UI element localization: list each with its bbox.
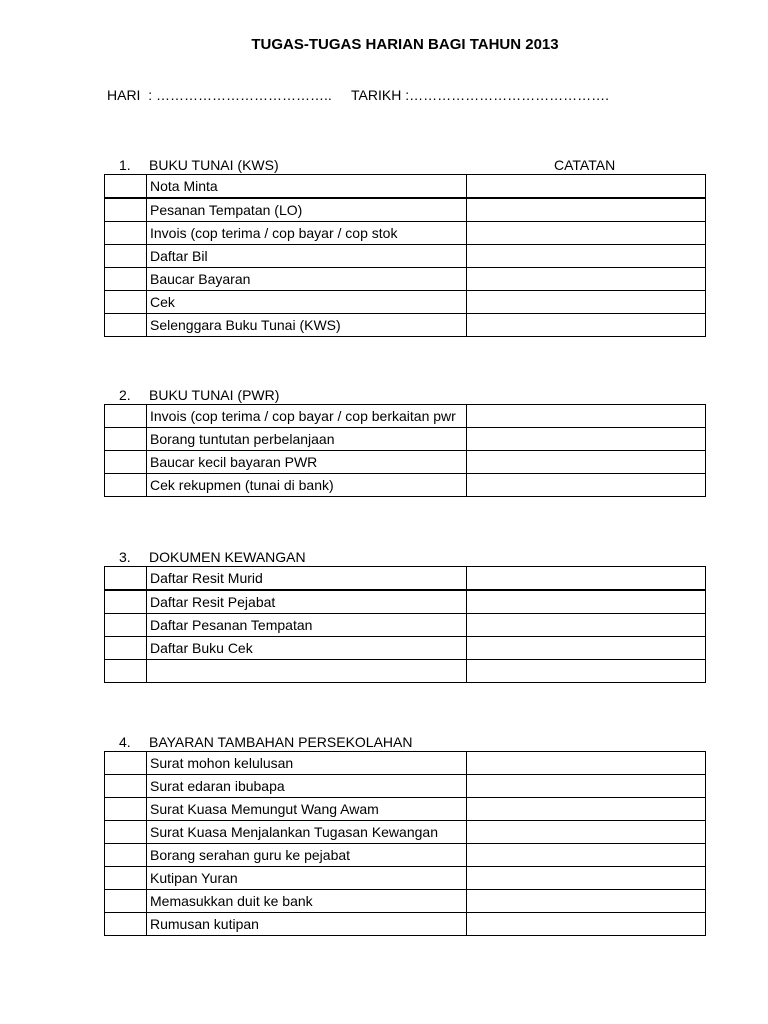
check-cell[interactable] [105, 660, 147, 683]
check-cell[interactable] [105, 890, 147, 913]
task-cell: Memasukkan duit ke bank [147, 890, 467, 913]
table-row [105, 451, 706, 474]
task-cell: Daftar Buku Cek [147, 637, 467, 660]
task-cell: Daftar Resit Pejabat [147, 590, 467, 614]
task-cell: Borang serahan guru ke pejabat [147, 844, 467, 867]
task-cell: Cek rekupmen (tunai di bank) [147, 474, 467, 497]
check-cell[interactable] [105, 314, 147, 337]
catatan-cell[interactable] [467, 451, 706, 474]
task-cell: Surat Kuasa Memungut Wang Awam [147, 798, 467, 821]
table-row [105, 245, 706, 268]
check-cell[interactable] [105, 798, 147, 821]
section-title: BAYARAN TAMBAHAN PERSEKOLAHAN [149, 734, 413, 750]
hari-tarikh-line [107, 87, 609, 103]
table-row [105, 844, 706, 867]
catatan-cell[interactable] [467, 867, 706, 890]
check-cell[interactable] [105, 222, 147, 245]
section-number: 4. [119, 734, 131, 750]
check-cell[interactable] [105, 245, 147, 268]
check-cell[interactable] [105, 567, 147, 591]
catatan-cell[interactable] [467, 798, 706, 821]
check-cell[interactable] [105, 637, 147, 660]
task-cell: Baucar Bayaran [147, 268, 467, 291]
table-row [105, 798, 706, 821]
task-cell: Invois (cop terima / cop bayar / cop stok [147, 222, 467, 245]
table-row [105, 913, 706, 936]
task-table [104, 751, 706, 936]
catatan-header: CATATAN [554, 157, 616, 173]
check-cell[interactable] [105, 175, 147, 199]
section-buku-tunai-pwr [0, 387, 768, 493]
catatan-cell[interactable] [467, 198, 706, 222]
section-number: 1. [119, 157, 131, 173]
task-table [104, 174, 706, 337]
catatan-cell[interactable] [467, 268, 706, 291]
table-row [105, 198, 706, 222]
task-cell: Surat Kuasa Menjalankan Tugasan Kewangan [147, 821, 467, 844]
catatan-cell[interactable] [467, 175, 706, 199]
task-cell: Rumusan kutipan [147, 913, 467, 936]
table-row [105, 637, 706, 660]
table-row [105, 474, 706, 497]
task-cell: Surat mohon kelulusan [147, 752, 467, 775]
task-cell: Nota Minta [147, 175, 467, 199]
table-row [105, 660, 706, 683]
section-title: DOKUMEN KEWANGAN [149, 549, 306, 565]
table-row [105, 614, 706, 637]
catatan-cell[interactable] [467, 222, 706, 245]
check-cell[interactable] [105, 268, 147, 291]
section-title: BUKU TUNAI (PWR) [149, 387, 280, 403]
check-cell[interactable] [105, 775, 147, 798]
table-row [105, 428, 706, 451]
check-cell[interactable] [105, 867, 147, 890]
catatan-cell[interactable] [467, 405, 706, 428]
table-row [105, 175, 706, 199]
table-row [105, 405, 706, 428]
table-row [105, 752, 706, 775]
page-title: TUGAS-TUGAS HARIAN BAGI TAHUN 2013 [251, 36, 559, 53]
section-number: 2. [119, 387, 131, 403]
table-row [105, 222, 706, 245]
catatan-cell[interactable] [467, 567, 706, 591]
catatan-cell[interactable] [467, 245, 706, 268]
table-row [105, 567, 706, 591]
check-cell[interactable] [105, 913, 147, 936]
task-cell: Borang tuntutan perbelanjaan [147, 428, 467, 451]
table-row [105, 890, 706, 913]
hari-label: HARI : ……………………………….. [107, 87, 332, 103]
section-bayaran-tambahan [0, 734, 768, 932]
catatan-cell[interactable] [467, 291, 706, 314]
catatan-cell[interactable] [467, 614, 706, 637]
task-table [104, 566, 706, 683]
section-number: 3. [119, 549, 131, 565]
catatan-cell[interactable] [467, 775, 706, 798]
catatan-cell[interactable] [467, 590, 706, 614]
task-cell: Daftar Resit Murid [147, 567, 467, 591]
tarikh-label: TARIKH :……………………………………. [351, 87, 609, 103]
task-cell: Pesanan Tempatan (LO) [147, 198, 467, 222]
check-cell[interactable] [105, 614, 147, 637]
table-row [105, 867, 706, 890]
task-cell: Cek [147, 291, 467, 314]
task-cell: Daftar Bil [147, 245, 467, 268]
task-table [104, 404, 706, 497]
task-cell: Kutipan Yuran [147, 867, 467, 890]
catatan-cell[interactable] [467, 474, 706, 497]
task-cell: Selenggara Buku Tunai (KWS) [147, 314, 467, 337]
catatan-cell[interactable] [467, 913, 706, 936]
check-cell[interactable] [105, 405, 147, 428]
table-row [105, 314, 706, 337]
check-cell[interactable] [105, 291, 147, 314]
catatan-cell[interactable] [467, 660, 706, 683]
check-cell[interactable] [105, 752, 147, 775]
catatan-cell[interactable] [467, 637, 706, 660]
table-row [105, 590, 706, 614]
task-cell: Daftar Pesanan Tempatan [147, 614, 467, 637]
catatan-cell[interactable] [467, 821, 706, 844]
check-cell[interactable] [105, 428, 147, 451]
table-row [105, 775, 706, 798]
check-cell[interactable] [105, 821, 147, 844]
check-cell[interactable] [105, 474, 147, 497]
task-cell: Surat edaran ibubapa [147, 775, 467, 798]
section-title: BUKU TUNAI (KWS) [149, 157, 279, 173]
section-dokumen-kewangan [0, 549, 768, 656]
task-cell [147, 660, 467, 683]
catatan-cell[interactable] [467, 844, 706, 867]
task-cell: Invois (cop terima / cop bayar / cop berkaitan pwr [147, 405, 467, 428]
section-buku-tunai-kws [0, 157, 768, 333]
check-cell[interactable] [105, 451, 147, 474]
task-cell: Baucar kecil bayaran PWR [147, 451, 467, 474]
catatan-cell[interactable] [467, 314, 706, 337]
table-row [105, 291, 706, 314]
table-row [105, 268, 706, 291]
catatan-cell[interactable] [467, 752, 706, 775]
catatan-cell[interactable] [467, 890, 706, 913]
check-cell[interactable] [105, 198, 147, 222]
check-cell[interactable] [105, 590, 147, 614]
table-row [105, 821, 706, 844]
check-cell[interactable] [105, 844, 147, 867]
catatan-cell[interactable] [467, 428, 706, 451]
